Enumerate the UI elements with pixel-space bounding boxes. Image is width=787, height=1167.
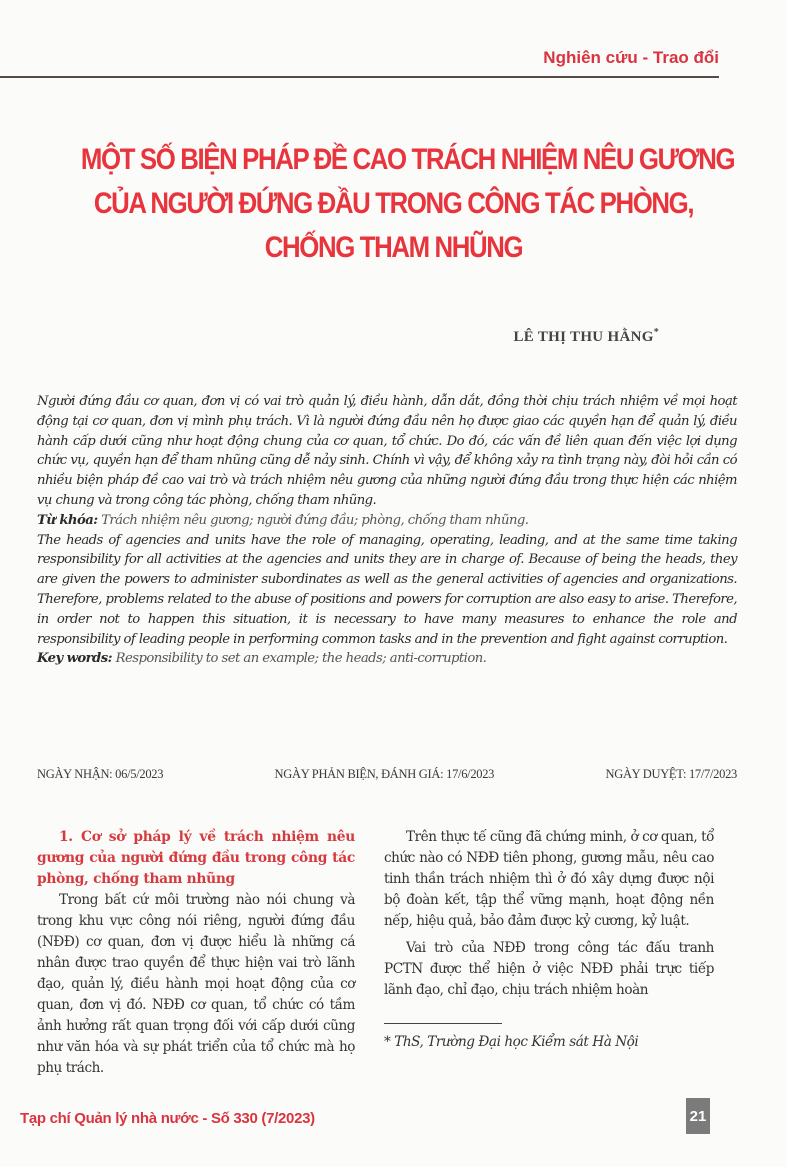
author-text: LÊ THỊ THU HẰNG	[513, 329, 654, 345]
date-approved: NGÀY DUYỆT: 17/7/2023	[605, 767, 737, 781]
keywords-english	[37, 649, 737, 669]
keywords-en-label: Key words:	[37, 651, 112, 667]
article-dates	[37, 767, 737, 782]
page-number-badge: 21	[686, 1098, 710, 1134]
keywords-vietnamese	[37, 511, 737, 531]
title-line-3: CHỐNG THAM NHŨNG	[264, 231, 523, 264]
section-label: Nghiên cứu - Trao đổi	[543, 48, 719, 67]
abstract-english: The heads of agencies and units have the role of managing, operating, leading, and at the same time taking responsibility for all activities at the agencies and units they are in charge of. Because of being the heads, they are given the powers to administer subordinates as well as the general activities of agencies and organizations. Therefore, problems related to the abuse of positions and powers for corruption are also easy to arise. Therefore, in order not to happen this situation, it is necessary to have many measures to enhance the role and responsibility of leading people in performing common tasks and in the prevention and fight against corruption.	[37, 532, 737, 647]
abstract-vietnamese: Người đứng đầu cơ quan, đơn vị có vai trò quản lý, điều hành, dẫn dắt, đồng thời chịu trách nhiệm về mọi hoạt động tại cơ quan, đơn vị mình phụ trách. Vì là người đứng đầu nên họ được giao các quyền hạn để quản lý, điều hành cấp dưới cũng như hoạt động chung của cơ quan, tổ chức. Do đó, các vấn đề liên quan đến việc lợi dụng chức vụ, quyền hạn để tham nhũng cũng dễ nảy sinh. Chính vì vậy, để không xảy ra tình trạng này, đòi hỏi cần có nhiều biện pháp đề cao vai trò và trách nhiệm nêu gương của những người đứng đầu trong thực hiện các nhiệm vụ chung và trong công tác phòng, chống tham nhũng.	[37, 394, 737, 508]
title-line-1: MỘT SỐ BIỆN PHÁP ĐỀ CAO TRÁCH NHIỆM NÊU GƯƠNG	[80, 143, 735, 176]
journal-footer: Tạp chí Quản lý nhà nước - Số 330 (7/2023)	[20, 1110, 315, 1127]
body-column-right	[384, 827, 714, 1053]
keywords-en-text: Responsibility to set an example; the heads; anti-corruption.	[115, 651, 487, 667]
body-paragraph: Vai trò của NĐĐ trong công tác đấu tranh PCTN được thể hiện ở việc NĐĐ phải trực tiếp lãnh đạo, chỉ đạo, chịu trách nhiệm hoàn	[384, 940, 714, 998]
keywords-vi-text: Trách nhiệm nêu gương; người đứng đầu; phòng, chống tham nhũng.	[101, 512, 529, 528]
date-reviewed: NGÀY PHẢN BIỆN, ĐÁNH GIÁ: 17/6/2023	[274, 767, 495, 781]
body-column-left	[37, 827, 355, 1085]
abstract	[37, 392, 737, 669]
header-divider	[0, 76, 719, 78]
body-paragraph: Trên thực tế cũng đã chứng minh, ở cơ quan, tổ chức nào có NĐĐ tiên phong, gương mẫu, nêu cao tinh thần trách nhiệm thì ở đó xây dựng được nội bộ đoàn kết, tập thể vững mạnh, hoạt động nền nếp, hiệu quả, bảo đảm được kỷ cương, kỷ luật.	[384, 829, 714, 929]
section-heading: 1. Cơ sở pháp lý về trách nhiệm nêu gương của người đứng đầu trong công tác phòng, chống tham nhũng	[37, 829, 355, 887]
author-footnote: * ThS, Trường Đại học Kiểm sát Hà Nội	[384, 1034, 639, 1050]
author-name	[513, 327, 659, 346]
article-title	[80, 138, 735, 270]
footnote-divider	[384, 1023, 502, 1024]
keywords-vi-label: Từ khóa:	[37, 512, 98, 528]
body-paragraph: Trong bất cứ môi trường nào nói chung và trong khu vực công nói riêng, người đứng đầu (NĐĐ) cơ quan, đơn vị được hiểu là những cá nhân được trao quyền để thực hiện vai trò lãnh đạo, quản lý, điều hành mọi hoạt động của cơ quan, đơn vị đó. NĐĐ cơ quan, tổ chức có tầm ảnh hưởng rất quan trọng đối với cấp dưới cũng như văn hóa và sự phát triển của tổ chức mà họ phụ trách.	[37, 892, 355, 1076]
title-line-2: CỦA NGƯỜI ĐỨNG ĐẦU TRONG CÔNG TÁC PHÒNG,	[93, 187, 694, 220]
author-footnote-mark: *	[653, 327, 659, 338]
date-received: NGÀY NHẬN: 06/5/2023	[37, 767, 164, 781]
